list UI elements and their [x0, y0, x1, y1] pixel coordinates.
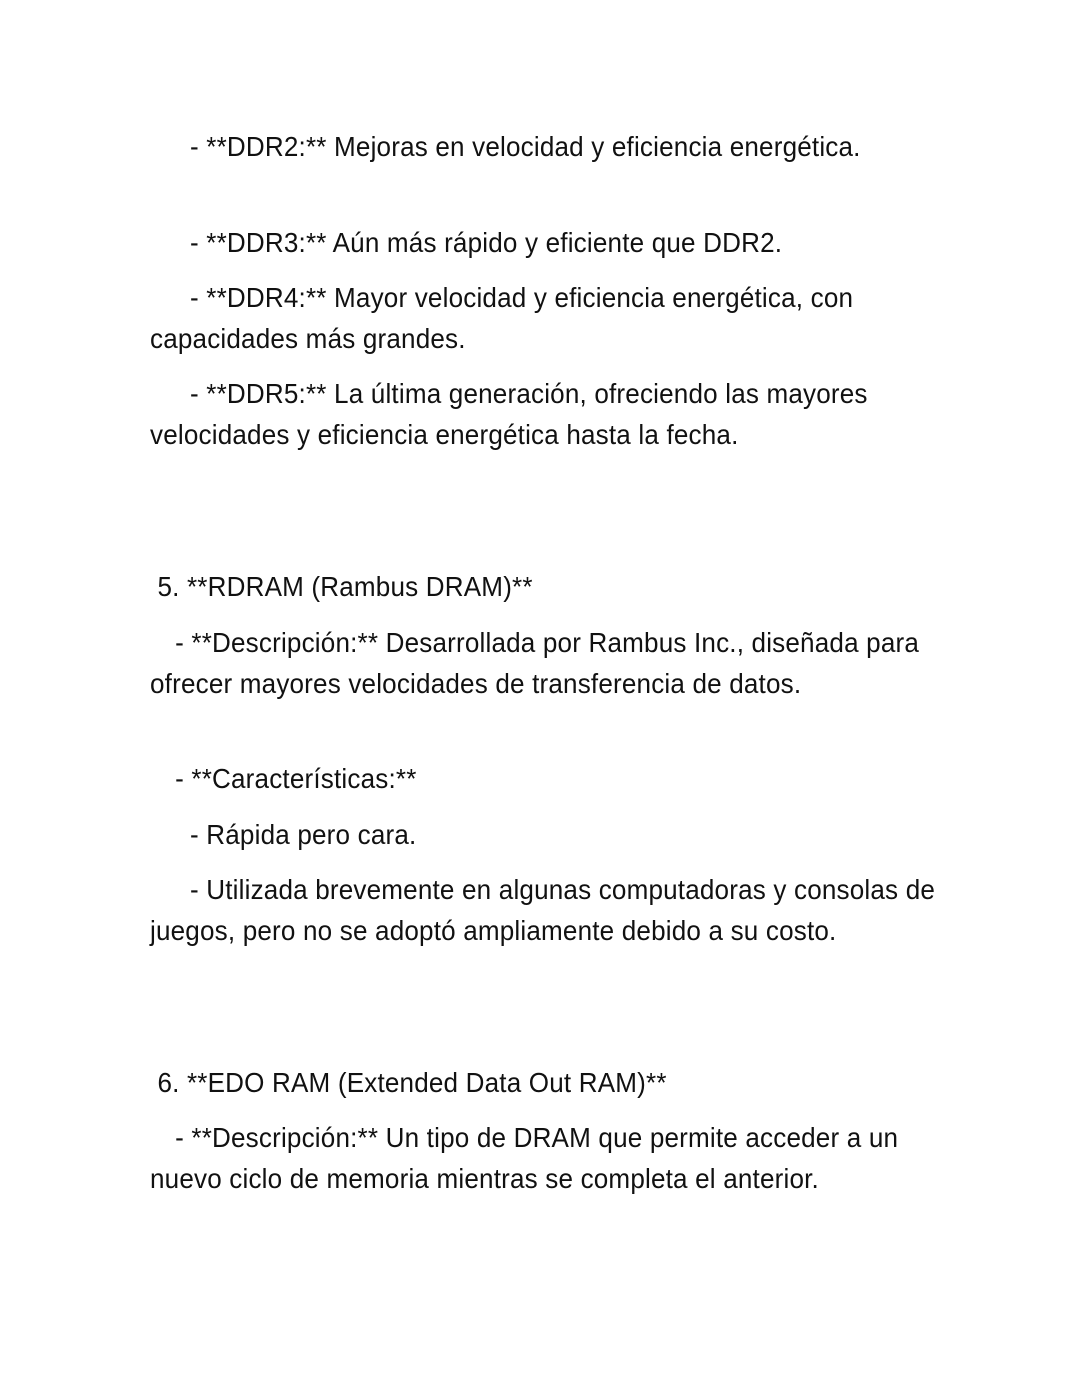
ddr5-paragraph: - **DDR5:** La última generación, ofreciendo las mayores velocidades y eficiencia energética hasta la fecha.: [150, 378, 868, 450]
rdram-feature-fast-expensive: - Rápida pero cara.: [189, 819, 417, 850]
ddr4-paragraph: - **DDR4:** Mayor velocidad y eficiencia energética, con capacidades más grandes.: [150, 282, 854, 354]
edo-ram-description-paragraph: - **Descripción:** Un tipo de DRAM que permite acceder a un nuevo ciclo de memoria mientras se completa el anterior.: [150, 1122, 899, 1194]
edo-ram-heading: 6. **EDO RAM (Extended Data Out RAM)**: [157, 1067, 667, 1098]
ddr3-paragraph: - **DDR3:** Aún más rápido y eficiente que DDR2.: [189, 227, 783, 258]
ddr2-paragraph: - **DDR2:** Mejoras en velocidad y eficiencia energética.: [189, 131, 861, 162]
rdram-description-paragraph: - **Descripción:** Desarrollada por Rambus Inc., diseñada para ofrecer mayores velocidades de transferencia de datos.: [150, 627, 920, 699]
rdram-feature-usage: - Utilizada brevemente en algunas computadoras y consolas de juegos, pero no se adoptó ampliamente debido a su costo.: [150, 874, 936, 946]
rdram-heading: 5. **RDRAM (Rambus DRAM)**: [157, 571, 533, 602]
rdram-features-label: - **Características:**: [175, 763, 417, 794]
